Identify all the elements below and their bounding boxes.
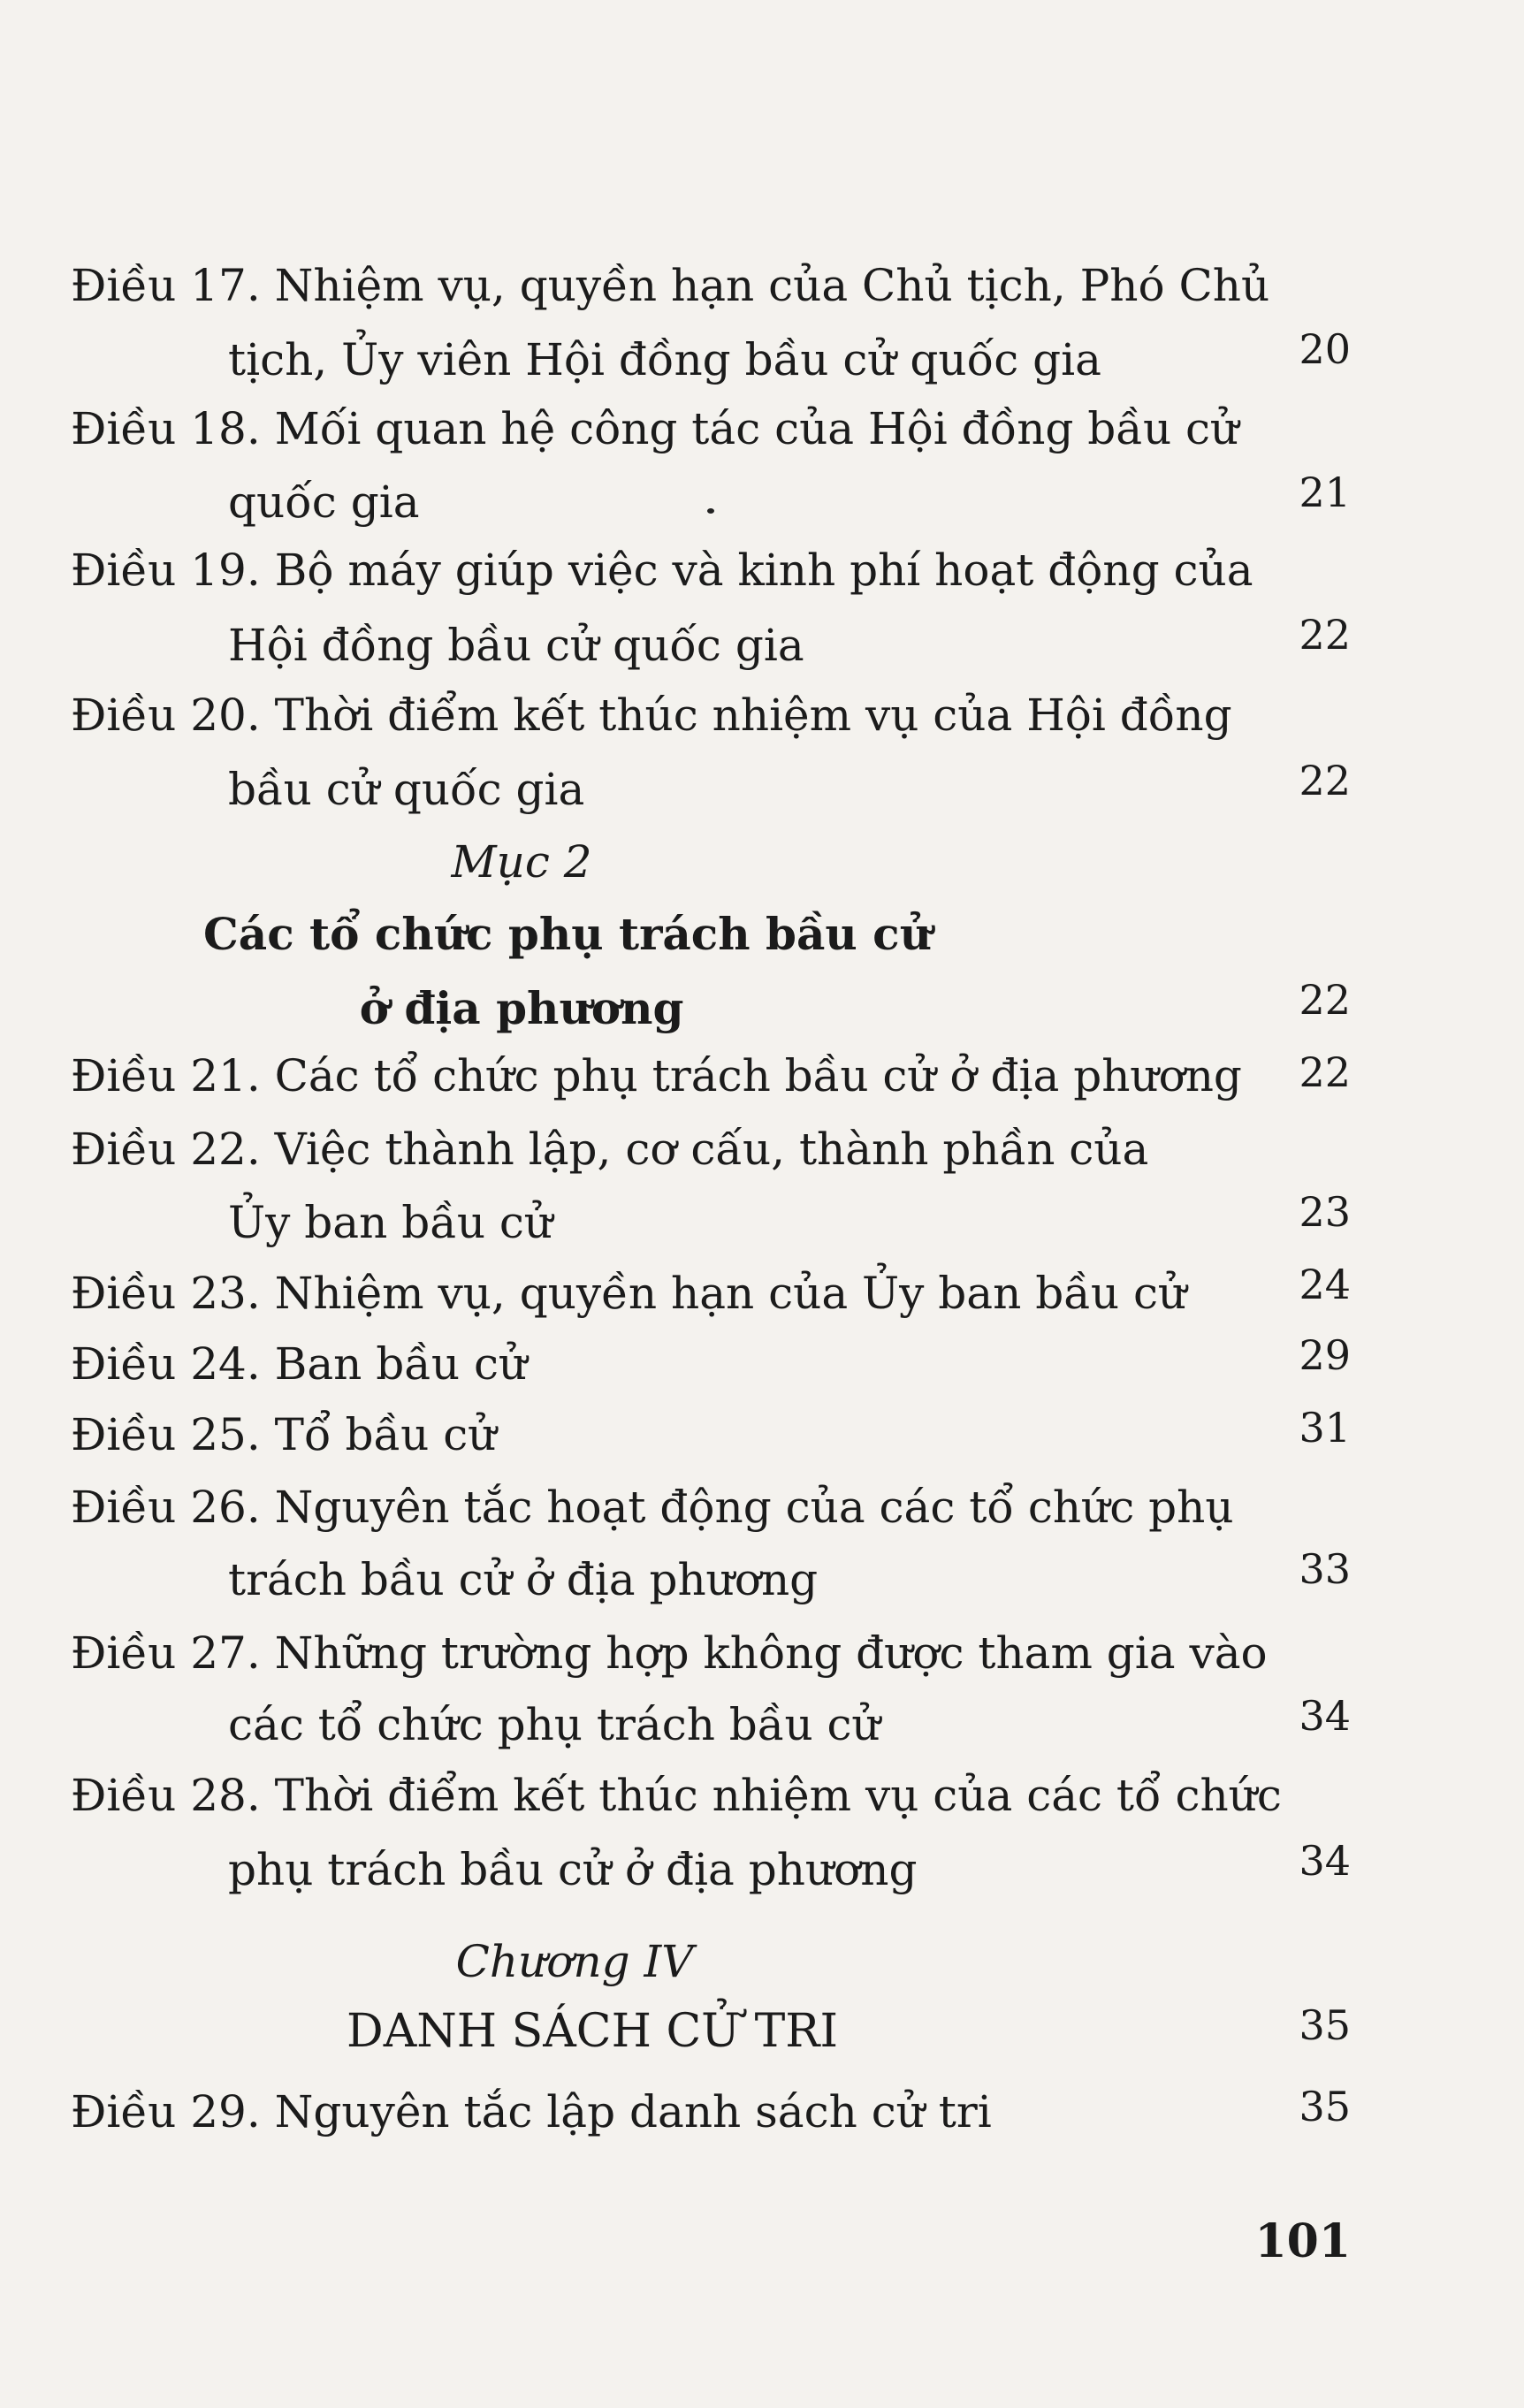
toc-entry-continuation: Ủy ban bầu cử (228, 1197, 553, 1248)
toc-entry-label: Điều 25. Tổ bầu cử (71, 1409, 497, 1460)
section-heading: Mục 2 (451, 836, 592, 888)
page-number: 101 (1254, 2214, 1351, 2268)
ink-dot (707, 508, 714, 514)
toc-entry-page: 34 (1299, 1692, 1351, 1740)
toc-entry-continuation: phụ trách bầu cử ở địa phương (228, 1844, 918, 1895)
toc-entry-page: 24 (1299, 1261, 1351, 1308)
toc-entry-page: 22 (1299, 1048, 1351, 1096)
toc-entry-label: Điều 21. Các tổ chức phụ trách bầu cử ở địa phương (71, 1050, 1242, 1101)
toc-entry-page: 34 (1299, 1837, 1351, 1885)
section-page: 22 (1299, 976, 1351, 1024)
toc-entry-label: Điều 22. Việc thành lập, cơ cấu, thành phần của (71, 1124, 1149, 1175)
toc-entry-label: Điều 23. Nhiệm vụ, quyền hạn của Ủy ban bầu cử (71, 1268, 1187, 1319)
toc-entry-label: Điều 29. Nguyên tắc lập danh sách cử tri (71, 2086, 992, 2137)
chapter-page: 35 (1299, 2001, 1351, 2049)
toc-entry-page: 23 (1299, 1188, 1351, 1236)
toc-entry-label: Điều 28. Thời điểm kết thúc nhiệm vụ của các tổ chức (71, 1770, 1282, 1821)
toc-entry-continuation: tịch, Ủy viên Hội đồng bầu cử quốc gia (228, 334, 1101, 385)
toc-entry-page: 33 (1299, 1545, 1351, 1593)
toc-entry-continuation: các tổ chức phụ trách bầu cử (228, 1699, 880, 1750)
toc-entry-page: 22 (1299, 611, 1351, 659)
toc-entry-page: 31 (1299, 1404, 1351, 1452)
toc-entry-label: Điều 20. Thời điểm kết thúc nhiệm vụ của Hội đồng (71, 690, 1232, 741)
toc-entry-page: 21 (1299, 469, 1351, 516)
toc-entry-continuation: trách bầu cử ở địa phương (228, 1554, 819, 1605)
toc-entry-label: Điều 18. Mối quan hệ công tác của Hội đồng bầu cử (71, 403, 1239, 454)
toc-entry-continuation: bầu cử quốc gia (228, 764, 585, 815)
toc-entry-label: Điều 27. Những trường hợp không được tham gia vào (71, 1627, 1268, 1679)
toc-entry-page: 22 (1299, 757, 1351, 804)
toc-entry-label: Điều 17. Nhiệm vụ, quyền hạn của Chủ tịch, Phó Chủ (71, 260, 1270, 311)
toc-entry-page: 20 (1299, 325, 1351, 373)
chapter-title: DANH SÁCH CỬ TRI (347, 2005, 838, 2058)
toc-entry-page: 29 (1299, 1331, 1351, 1379)
section-title-line1: Các tổ chức phụ trách bầu cử (203, 908, 932, 960)
toc-entry-page: 35 (1299, 2083, 1351, 2130)
toc-entry-label: Điều 24. Ban bầu cử (71, 1338, 528, 1390)
toc-entry-continuation: quốc gia (228, 476, 420, 528)
toc-entry-label: Điều 19. Bộ máy giúp việc và kinh phí hoạt động của (71, 545, 1253, 596)
toc-entry-label: Điều 26. Nguyên tắc hoạt động của các tổ chức phụ (71, 1482, 1234, 1533)
chapter-heading: Chương IV (455, 1936, 694, 1987)
section-title-line2: ở địa phương (359, 982, 684, 1034)
toc-entry-continuation: Hội đồng bầu cử quốc gia (228, 620, 804, 671)
